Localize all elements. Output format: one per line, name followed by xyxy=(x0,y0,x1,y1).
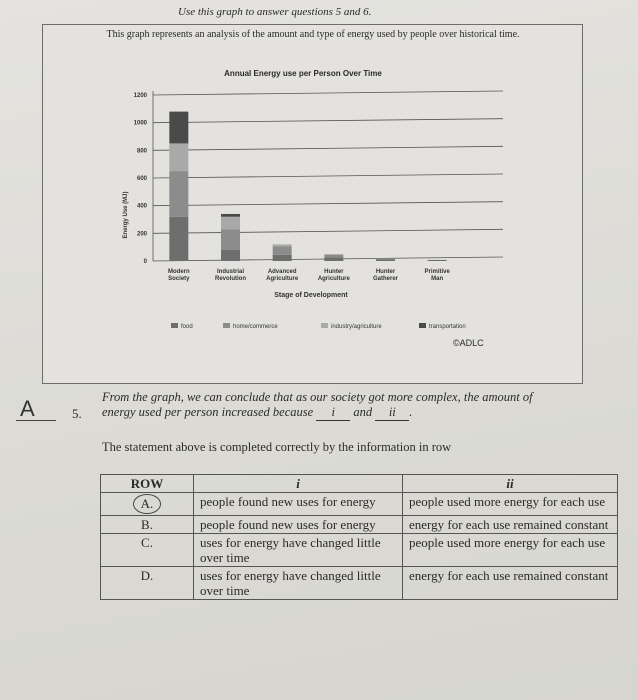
header-ii: ii xyxy=(403,475,618,493)
table-header-row xyxy=(101,475,618,493)
x-tick-label: Gatherer xyxy=(372,276,399,282)
x-tick-label: Hunter xyxy=(324,269,344,275)
x-tick-labels xyxy=(168,269,450,282)
row-label-a[interactable] xyxy=(101,493,194,516)
row-label-d[interactable]: D. xyxy=(101,567,194,600)
y-tick-label: 1200 xyxy=(133,93,147,99)
bar-segment-home-commerce xyxy=(376,258,395,259)
question-body: From the graph, we can conclude that as our society got more complex, the amount of energy used per person increased because xyxy=(102,390,533,419)
x-tick-label: Revolution xyxy=(215,276,246,282)
y-tick-label: 200 xyxy=(136,231,147,238)
cell-ii: energy for each use remained constant xyxy=(403,567,618,600)
header-i: i xyxy=(194,475,403,493)
bar-segment-transportation xyxy=(221,214,240,217)
legend-swatch xyxy=(321,323,328,328)
legend-swatch xyxy=(223,323,230,328)
copyright-credit: ©ADLC xyxy=(453,338,484,348)
y-tick-label: 0 xyxy=(143,259,147,265)
y-axis xyxy=(134,91,153,265)
circled-choice: A. xyxy=(133,494,161,514)
legend-label: food xyxy=(181,324,193,330)
legend-swatch xyxy=(171,323,178,328)
x-tick-label: Industrial xyxy=(216,269,245,275)
row-label-b[interactable]: B. xyxy=(101,516,194,534)
question-end: . xyxy=(409,405,413,419)
table-row[interactable] xyxy=(101,516,618,534)
x-tick-label: Primitive xyxy=(424,269,450,275)
cell-ii: people used more energy for each use xyxy=(403,534,618,567)
bar-segment-industry-agriculture xyxy=(221,217,240,229)
conjunction: and xyxy=(353,405,373,419)
bar-segment-home-commerce xyxy=(324,255,343,258)
question-number: 5. xyxy=(72,406,82,421)
x-axis-label: Stage of Development xyxy=(274,292,348,299)
bar-segment-industry-agriculture xyxy=(169,143,188,171)
gridline xyxy=(153,174,503,178)
y-tick-label: 1000 xyxy=(133,120,147,127)
legend-label: industry/agriculture xyxy=(331,324,382,330)
y-tick-label: 800 xyxy=(136,148,147,155)
header-instruction: Use this graph to answer questions 5 and 6. xyxy=(178,6,372,18)
y-tick-label: 400 xyxy=(136,203,147,210)
cell-i: uses for energy have changed little over time xyxy=(194,567,403,600)
figure-box xyxy=(42,24,583,384)
x-tick-label: Agriculture xyxy=(317,276,350,282)
bar-segment-home-commerce xyxy=(221,229,240,250)
bar-segment-transportation xyxy=(169,112,188,144)
legend-label: transportation xyxy=(429,324,466,330)
cell-ii: people used more energy for each use xyxy=(403,493,618,516)
legend-swatch xyxy=(419,323,426,328)
blank-i: i xyxy=(316,405,350,421)
bar-segment-industry-agriculture xyxy=(273,244,292,246)
energy-chart xyxy=(43,25,582,383)
gridline xyxy=(153,91,503,95)
bar-segment-food xyxy=(376,259,395,261)
bar-segment-home-commerce xyxy=(169,171,188,217)
chart-bars xyxy=(169,112,446,261)
cell-i: people found new uses for energy xyxy=(194,516,403,534)
answer-table xyxy=(100,474,618,600)
cell-i: people found new uses for energy xyxy=(194,493,403,516)
bar-segment-food xyxy=(273,255,292,261)
blank-ii: ii xyxy=(375,405,409,421)
x-tick-label: Man xyxy=(431,276,444,282)
bar-segment-home-commerce xyxy=(273,246,292,254)
cell-i: uses for energy have changed little over time xyxy=(194,534,403,567)
figure-caption: This graph represents an analysis of the amount and type of energy used by people over historical time. xyxy=(106,29,520,40)
bar-segment-food xyxy=(221,250,240,261)
x-tick-label: Hunter xyxy=(375,269,396,275)
handwritten-answer-mark: A xyxy=(20,396,35,421)
x-tick-label: Advanced xyxy=(267,269,297,275)
table-row[interactable] xyxy=(101,567,618,600)
row-label-c[interactable]: C. xyxy=(101,534,194,567)
answer-underline xyxy=(16,420,56,421)
gridline xyxy=(153,119,503,123)
statement: The statement above is completed correctly by the information in row xyxy=(102,440,452,454)
gridline xyxy=(153,202,503,206)
table-row[interactable] xyxy=(101,493,618,516)
bar-segment-food xyxy=(169,217,188,261)
bar-segment-industry-agriculture xyxy=(324,254,343,255)
gridline xyxy=(153,146,503,150)
chart-title: Annual Energy use per Person Over Time xyxy=(224,69,382,78)
table-row[interactable] xyxy=(101,534,618,567)
legend-label: home/commerce xyxy=(233,324,278,330)
cell-ii: energy for each use remained constant xyxy=(403,516,618,534)
y-axis-label: Energy Use (MJ) xyxy=(123,191,129,239)
gridline xyxy=(153,229,503,233)
bar-segment-food xyxy=(324,258,343,261)
x-tick-label: Society xyxy=(168,276,190,282)
question-text xyxy=(102,390,562,421)
chart-gridlines xyxy=(153,91,503,261)
x-tick-label: Agriculture xyxy=(266,276,299,282)
header-row: ROW xyxy=(101,475,194,493)
chart-legend xyxy=(171,323,466,330)
x-tick-label: Modern xyxy=(167,269,190,275)
bar-segment-food xyxy=(428,260,447,261)
y-tick-label: 600 xyxy=(136,176,147,182)
